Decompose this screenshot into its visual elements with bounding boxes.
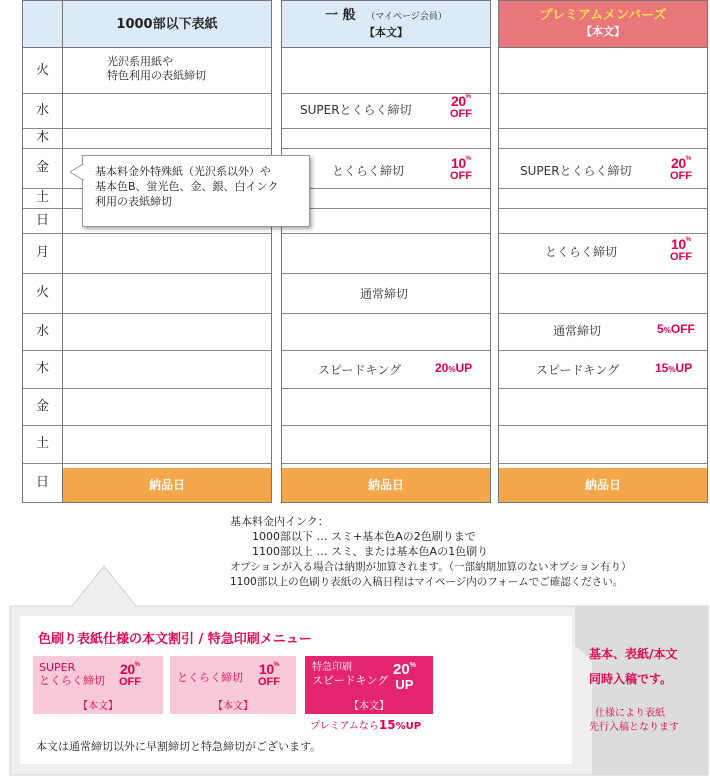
tag1-line2: とくらく締切 [39,674,105,687]
tag2-line1: とくらく締切 [177,671,243,684]
notes-line3: 1100部以上 … スミ、または基本色Aの1色刷り [252,545,489,558]
tag1-line1: SUPER [39,661,76,674]
notes-line1: 基本料金内インク： [230,515,329,528]
row-divider [282,128,490,129]
row-divider [63,425,271,426]
tooltip [82,155,310,227]
row-divider [282,350,490,351]
day-label: 金 [35,399,49,414]
day-label: 火 [35,63,49,78]
col2-speed-label: スピードキング [318,363,402,377]
col3-speed-label: スピードキング [536,363,620,377]
day-label: 月 [35,245,49,260]
tag2-sub: 【本文】 [213,701,253,712]
row-divider [63,273,271,274]
col1-footer: 納品日 [63,468,271,502]
col2-super-label: SUPERとくらく締切 [300,103,412,117]
row-divider [282,188,490,189]
row-divider [282,208,490,209]
row-divider [282,463,490,464]
col2-normal-label: 通常締切 [360,287,409,301]
col1-header-label: 1000部以下表紙 [116,17,218,32]
tag-speed-king [305,656,433,714]
col3-speed-badge: 15%UP [655,361,693,375]
row-divider [63,128,271,129]
row-divider [282,273,490,274]
col3-normal-label: 通常締切 [553,324,602,338]
col2-header-sub: （マイページ会員） [366,12,447,22]
tag1-sub: 【本文】 [78,701,118,712]
row-divider [499,463,707,464]
panel-title: 色刷り表紙仕様の本文割引 / 特急印刷メニュー [38,632,312,647]
col2-frame [281,0,491,503]
tag3-sub: 【本文】 [349,701,389,712]
day-label: 日 [35,475,49,490]
row-divider [499,128,707,129]
row-divider [499,313,707,314]
col3-super-label: SUPERとくらく締切 [520,164,632,178]
tag3-line2: スピードキング [312,674,389,687]
tag3-badge: 20% UP [393,661,416,692]
notes-line4: オプションが入る場合は納期が加算されます。（一部納期加算のないオプション有り） [230,561,632,573]
col2-header-main: 一 般 [325,8,356,23]
col3-header [499,1,707,48]
row-divider [63,463,271,464]
row-divider [63,233,271,234]
day-label: 火 [35,285,49,300]
row-divider [499,188,707,189]
row-divider [63,93,271,94]
row-divider [63,388,271,389]
day-label: 日 [35,213,49,228]
row-divider [499,350,707,351]
row-divider [63,313,271,314]
day-label: 金 [35,160,49,175]
row-divider [499,148,707,149]
col2-speed-badge: 20%UP [435,361,473,375]
col2-header [282,1,490,48]
col2-footer: 納品日 [282,468,490,502]
side-small2: 先行入稿となります [589,722,679,733]
notes-line5: 1100部以上の色刷り表紙の入稿日程はマイページ内のフォームでご確認ください。 [230,576,624,588]
row-divider [499,425,707,426]
day-label: 水 [35,103,49,118]
row-divider [63,148,271,149]
col3-normal-badge: 5%OFF [657,322,695,336]
row-divider [282,388,490,389]
side-line1: 基本、表紙/本文 [589,647,678,661]
tag2-badge: 10% OFF [258,661,280,688]
col3-footer: 納品日 [499,468,707,502]
row-divider [282,148,490,149]
tag-super-tokuraku [33,656,163,714]
tag3-line1: 特急印刷 [312,662,352,673]
col1-note: 光沢系用紙や 特色利用の表紙締切 [107,55,206,82]
tag1-badge: 20% OFF [119,661,141,688]
row-divider [499,93,707,94]
row-divider [499,273,707,274]
row-divider [499,233,707,234]
col2-super-badge: 20% OFF [450,93,472,120]
row-divider [499,388,707,389]
col1-header [63,1,271,48]
col3-super-badge: 20% OFF [670,155,692,182]
col3-header-tag: 【本文】 [581,25,625,38]
row-divider [499,208,707,209]
col2-tokuraku-label: とくらく締切 [332,164,405,178]
day-label: 土 [35,190,49,205]
row-divider [63,350,271,351]
day-label: 木 [35,361,49,376]
row-divider [282,313,490,314]
row-divider [282,233,490,234]
side-line2: 同時入稿です。 [589,672,673,686]
col2-header-tag: 【本文】 [364,26,408,39]
tag-tokuraku [170,656,296,714]
notes-line2: 1000部以下 … スミ+基本色Aの2色刷りまで [252,530,476,543]
col3-tokuraku-badge: 10% OFF [670,236,692,263]
day-label: 水 [35,324,49,339]
row-divider [282,425,490,426]
day-header [23,1,62,48]
premium-note: プレミアムなら15%UP [310,718,422,732]
side-small1: 仕様により表紙 [595,708,665,719]
day-label: 木 [35,130,49,145]
panel-bottom-text: 本文は通常締切以外に早割締切と特急締切がございます。 [36,740,322,753]
col3-tokuraku-label: とくらく締切 [545,245,618,259]
col3-header-main: プレミアムメンバーズ [539,8,667,23]
col2-tokuraku-badge: 10% OFF [450,155,472,182]
day-label: 土 [35,436,49,451]
tooltip-text: 基本料金外特殊紙（光沢系以外）や 基本色B、蛍光色、金、銀、白インク 利用の表紙締切 [95,165,279,208]
tooltip-pointer [70,164,84,182]
